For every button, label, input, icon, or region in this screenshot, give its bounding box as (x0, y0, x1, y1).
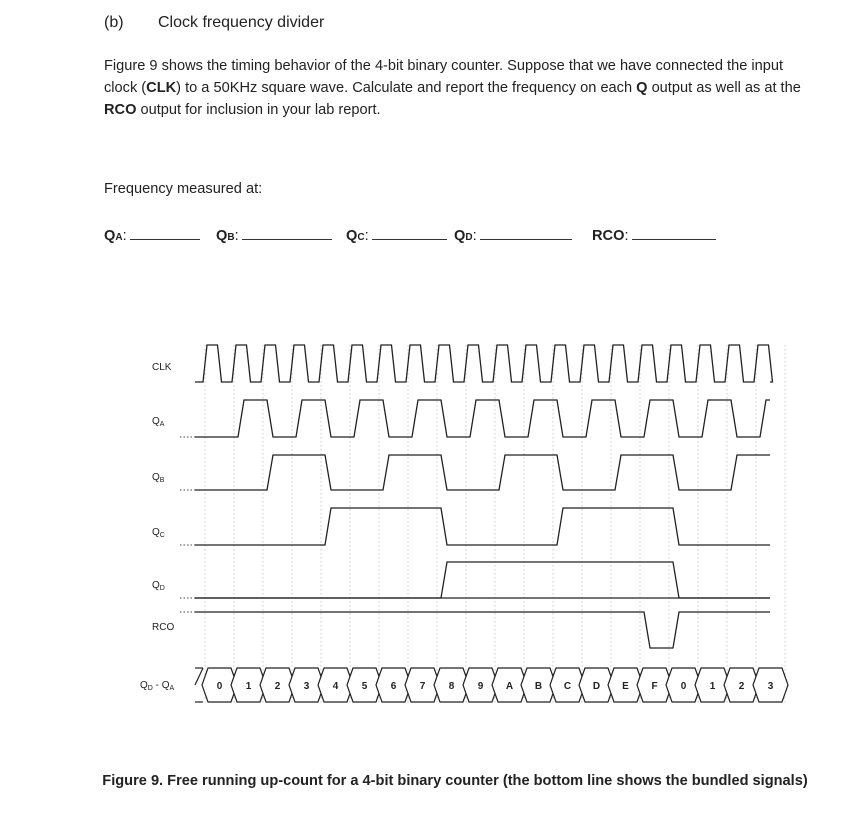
para-q: Q (636, 80, 648, 96)
wave-clk (195, 345, 773, 382)
bus-value: 5 (361, 681, 368, 692)
bus-value: 6 (390, 681, 397, 692)
bus-value: 0 (216, 681, 223, 692)
label-clk: CLK (152, 362, 172, 373)
wave-qb (195, 455, 770, 490)
bus-value: B (534, 681, 543, 692)
para-clk: CLK (146, 80, 177, 96)
field-qd-blank[interactable] (480, 227, 572, 240)
field-qd: QD: (454, 227, 572, 244)
label-qb: $Q_B$ (152, 472, 165, 484)
bus-value: 8 (448, 681, 455, 692)
bus-value: 3 (303, 681, 310, 692)
section-title: Clock frequency divider (158, 14, 325, 31)
bus-value: C (563, 681, 572, 692)
bus-value: 9 (477, 681, 484, 692)
timing-diagram (0, 330, 853, 710)
wave-qc (195, 508, 770, 545)
field-qa: QA: (104, 227, 200, 244)
bus-value: 0 (680, 681, 687, 692)
field-qb-blank[interactable] (242, 227, 332, 240)
bus-start (195, 668, 203, 685)
label-rco: RCO (152, 622, 175, 633)
bus-value: D (592, 681, 601, 692)
wave-rco (195, 612, 770, 648)
timing-grid (205, 345, 785, 705)
bus-value: 2 (274, 681, 281, 692)
waveforms (180, 345, 773, 648)
para-text-4: output for inclusion in your lab report. (136, 102, 381, 118)
signal-labels (140, 362, 175, 692)
field-qa-blank[interactable] (130, 227, 200, 240)
para-text-1: Figure 9 shows the timing behavior of the 4-bit binary counter. Suppose that we have connected the input clock ( (104, 58, 784, 96)
wave-qa (195, 400, 770, 437)
label-bus: $Q_D - Q_A$ (140, 680, 175, 692)
figure-caption: Figure 9. Free running up-count for a 4-bit binary counter (the bottom line shows the bundled signals) (102, 773, 808, 789)
bus-value: 1 (709, 681, 716, 692)
label-qa: $Q_A$ (152, 416, 165, 428)
field-qb: QB: (216, 227, 332, 244)
bus-value: 4 (332, 681, 339, 692)
answer-fields (104, 227, 744, 247)
bus-value: A (505, 681, 514, 692)
bus-value: 7 (419, 681, 426, 692)
measured-label: Frequency measured at: (104, 181, 263, 197)
bus-value: 2 (738, 681, 745, 692)
para-text-2: ) to a 50KHz square wave. Calculate and report the frequency on each (176, 80, 637, 96)
field-qc: QC: (346, 227, 447, 244)
field-rco-blank[interactable] (632, 227, 716, 240)
para-text-3: output as well as at the (647, 80, 801, 96)
label-qc: $Q_C$ (152, 527, 165, 539)
bus-value: F (651, 681, 658, 692)
field-rco: RCO: (592, 227, 716, 244)
bus-row (195, 668, 788, 702)
bus-value: 3 (767, 681, 774, 692)
wave-qd (195, 562, 770, 598)
section-label: (b) (104, 14, 124, 31)
label-qd: $Q_D$ (152, 580, 165, 592)
instructions-paragraph (104, 55, 810, 121)
field-qc-blank[interactable] (372, 227, 447, 240)
section-heading (104, 14, 324, 32)
para-rco: RCO (104, 102, 137, 118)
bus-value: 1 (245, 681, 252, 692)
bus-value: E (622, 681, 629, 692)
